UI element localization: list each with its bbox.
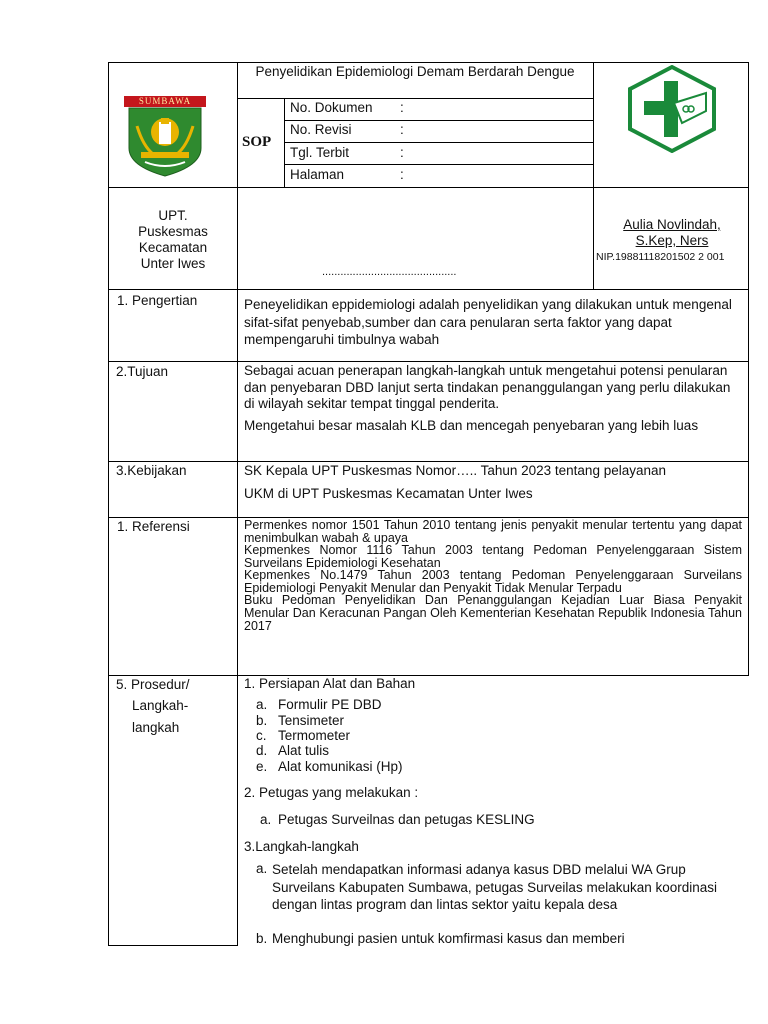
signer-name-line1: Aulia Novlindah, <box>623 217 721 232</box>
step1-item-marker: a. <box>256 697 268 712</box>
step1-item-marker: d. <box>256 743 268 758</box>
field-no-dokumen-label: No. Dokumen <box>290 100 373 115</box>
step3-title: 3.Langkah-langkah <box>244 839 359 854</box>
referensi-label: 1. Referensi <box>117 519 190 534</box>
referensi-item: Buku Pedoman Penyelidikan Dan Penanggulangan Kejadian Luar Biasa Penyakit Menular Dan Keracunan Pangan Oleh Kementerian Kesehatan Republik Indonesia Tahun 2017 <box>244 593 742 633</box>
field-halaman-sep: : <box>400 167 404 182</box>
signature-line: ............................................ <box>322 266 457 278</box>
step1-item-text: Tensimeter <box>278 713 345 728</box>
field-halaman-label: Halaman <box>290 167 345 182</box>
field-no-dokumen-sep: : <box>400 100 404 115</box>
referensi-item: Kepmenkes No.1479 Tahun 2003 tentang Pedoman Penyelenggaraan Surveilans Epidemiologi Penyakit Menular dan Penyakit Tidak Menular Terpadu <box>244 568 742 595</box>
field-no-revisi-label: No. Revisi <box>290 122 352 137</box>
step3-item-text: Menghubungi pasien untuk komfirmasi kasus dan memberi <box>272 931 625 946</box>
sumbawa-logo-text: SUMBAWA <box>138 96 192 106</box>
step1-item-text: Alat komunikasi (Hp) <box>278 759 403 774</box>
sop-label: SOP <box>242 134 272 150</box>
step1-item-text: Termometer <box>278 728 351 743</box>
step3-item-marker: a. <box>256 861 268 876</box>
signer-name-line2: S.Kep, Ners <box>635 233 709 248</box>
kebijakan-line-1: SK Kepala UPT Puskesmas Nomor….. Tahun 2023 tentang pelayanan <box>244 463 667 478</box>
tujuan-text-2: Mengetahui besar masalah KLB dan mencegah penyebaran yang lebih luas <box>244 418 699 433</box>
step2-item-marker: a. <box>260 812 272 827</box>
puskesmas-logo <box>626 65 718 153</box>
tujuan-label: 2.Tujuan <box>116 364 169 379</box>
referensi-list <box>244 519 742 633</box>
page-title: Penyelidikan Epidemiologi Demam Berdarah Dengue <box>255 64 575 79</box>
step1-item-marker: c. <box>256 728 267 743</box>
kebijakan-line-2: UKM di UPT Puskesmas Kecamatan Unter Iwes <box>244 486 533 501</box>
field-tgl-terbit-label: Tgl. Terbit <box>290 145 350 160</box>
step2-item-text: Petugas Surveilnas dan petugas KESLING <box>278 812 535 827</box>
step2-title: 2. Petugas yang melakukan : <box>244 785 419 800</box>
referensi-item: Permenkes nomor 1501 Tahun 2010 tentang jenis penyakit menular tertentu yang dapat menimbulkan wabah & upaya <box>244 518 742 545</box>
signer-nip: NIP.19881118201502 2 001 <box>596 251 725 263</box>
step1-item-marker: b. <box>256 713 268 728</box>
field-tgl-terbit-sep: : <box>400 145 404 160</box>
prosedur-label-1: 5. Prosedur/ <box>116 677 190 692</box>
step1-item-marker: e. <box>256 759 268 774</box>
tujuan-text-1: Sebagai acuan penerapan langkah-langkah untuk mengetahui potensi penularan dan penyebaran DBD lanjut serta tindakan penanggulangan yang perlu dilakukan di wilayah sekitar tempat tinggal penderita. <box>244 363 731 411</box>
prosedur-label-3: langkah <box>132 720 180 735</box>
step3-item-marker: b. <box>256 931 268 946</box>
prosedur-label-2: Langkah- <box>132 698 189 713</box>
step1-item-text: Alat tulis <box>278 743 330 758</box>
kebijakan-label: 3.Kebijakan <box>116 463 187 478</box>
referensi-item: Kepmenkes Nomor 1116 Tahun 2003 tentang Pedoman Penyelenggaraan Sistem Surveilans Epidemiologi Kesehatan <box>244 543 742 570</box>
org-name: UPT. Puskesmas Kecamatan Unter Iwes <box>138 208 208 271</box>
pengertian-text: Peneyelidikan eppidemiologi adalah penyelidikan yang dilakukan untuk mengenal sifat-sifat penyebab,sumber dan cara penularan serta faktor yang dapat mempengaruhi timbulnya wabah <box>244 297 732 347</box>
sumbawa-logo <box>123 96 207 178</box>
field-no-revisi-sep: : <box>400 122 404 137</box>
step1-item-text: Formulir PE DBD <box>278 697 382 712</box>
pengertian-label: 1. Pengertian <box>117 293 198 308</box>
step1-title: 1. Persiapan Alat dan Bahan <box>244 676 416 691</box>
step3-item-text: Setelah mendapatkan informasi adanya kasus DBD melalui WA Grup Surveilans Kabupaten Sumbawa, petugas Surveilas melakukan koordinasi dengan lintas program dan lintas sektor yaitu kepala desa <box>272 862 718 912</box>
